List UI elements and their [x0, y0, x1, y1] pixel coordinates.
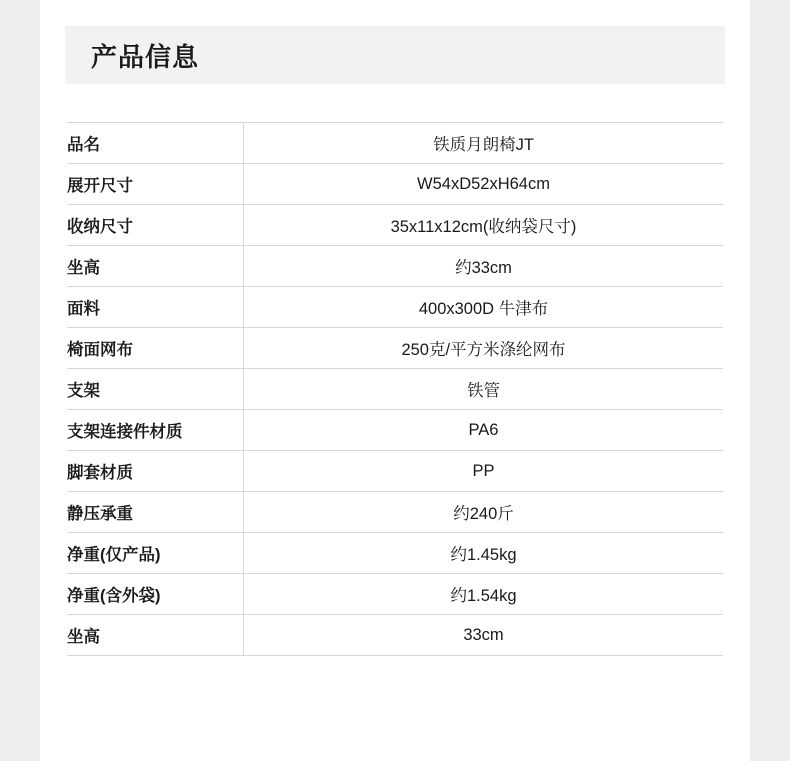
spec-label: 坐高 — [67, 615, 244, 656]
table-row — [67, 164, 723, 205]
spec-label: 支架连接件材质 — [67, 410, 244, 451]
spec-label: 品名 — [67, 123, 244, 164]
section-header — [65, 26, 725, 84]
spec-label: 收纳尺寸 — [67, 205, 244, 246]
spec-label: 坐高 — [67, 246, 244, 287]
table-row — [67, 410, 723, 451]
spec-value: 铁质月朗椅JT — [244, 123, 724, 164]
product-info-page — [40, 0, 750, 761]
spec-label: 脚套材质 — [67, 451, 244, 492]
spec-value: 约240斤 — [244, 492, 724, 533]
spec-label: 净重(仅产品) — [67, 533, 244, 574]
spec-value: 400x300D 牛津布 — [244, 287, 724, 328]
spec-label: 支架 — [67, 369, 244, 410]
spec-label: 展开尺寸 — [67, 164, 244, 205]
table-row — [67, 205, 723, 246]
spec-value: PA6 — [244, 410, 724, 451]
spec-label: 静压承重 — [67, 492, 244, 533]
spec-value: 约1.45kg — [244, 533, 724, 574]
spec-value: W54xD52xH64cm — [244, 164, 724, 205]
spec-table-body — [67, 123, 723, 656]
table-row — [67, 574, 723, 615]
spec-value: 33cm — [244, 615, 724, 656]
page-title: 产品信息 — [91, 41, 200, 72]
spec-label: 面料 — [67, 287, 244, 328]
table-row — [67, 287, 723, 328]
table-row — [67, 123, 723, 164]
table-row — [67, 492, 723, 533]
spec-label: 椅面网布 — [67, 328, 244, 369]
table-row — [67, 246, 723, 287]
spec-value: 约1.54kg — [244, 574, 724, 615]
spec-value: 250克/平方米涤纶网布 — [244, 328, 724, 369]
spec-value: 约33cm — [244, 246, 724, 287]
spec-value: PP — [244, 451, 724, 492]
table-row — [67, 328, 723, 369]
spec-label: 净重(含外袋) — [67, 574, 244, 615]
table-row — [67, 369, 723, 410]
spec-value: 铁管 — [244, 369, 724, 410]
table-row — [67, 451, 723, 492]
product-spec-table — [67, 122, 723, 656]
table-row — [67, 615, 723, 656]
spec-value: 35x11x12cm(收纳袋尺寸) — [244, 205, 724, 246]
table-row — [67, 533, 723, 574]
